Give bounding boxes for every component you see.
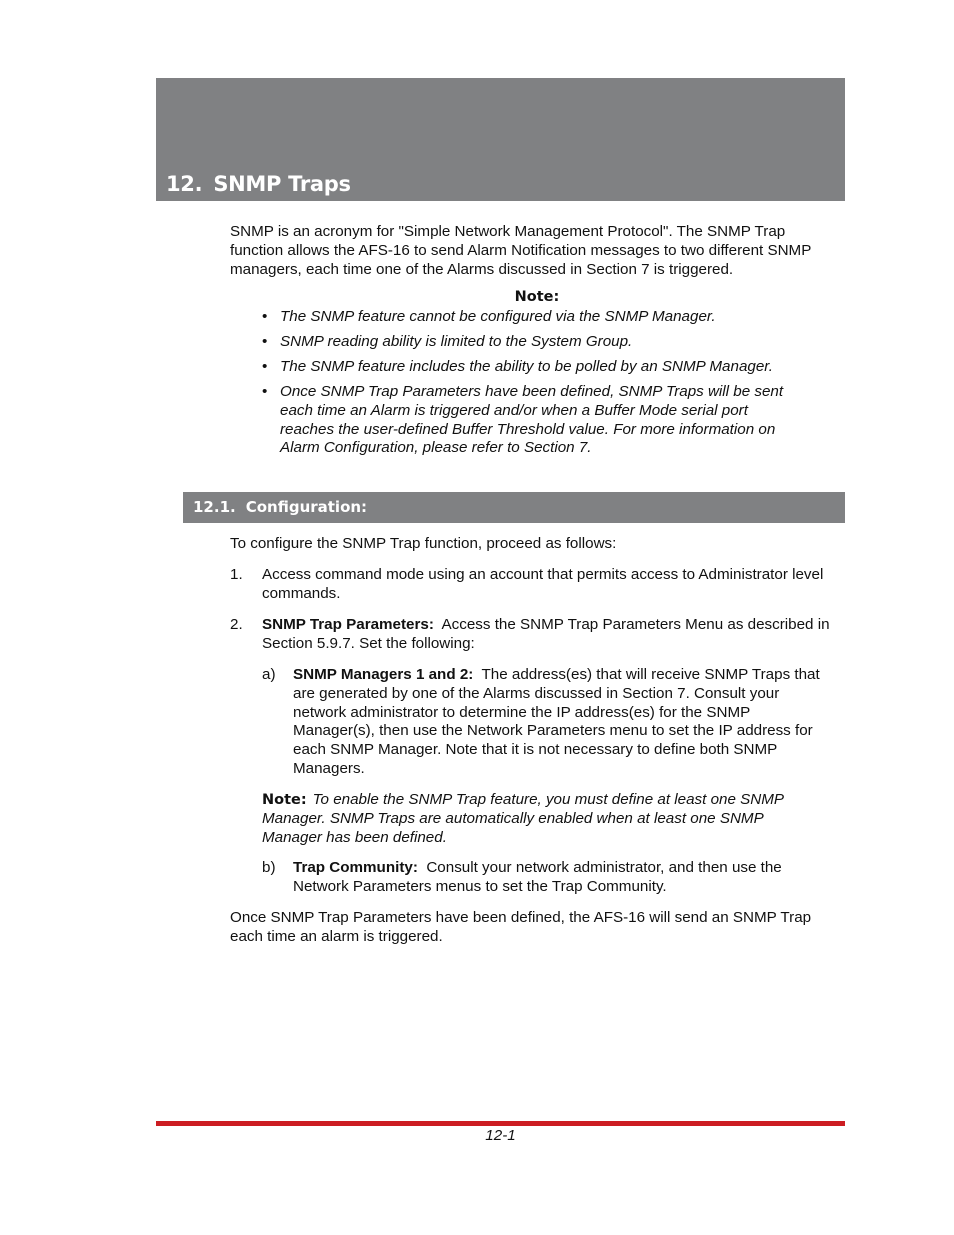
chapter-title-text: SNMP Traps	[213, 172, 351, 196]
step-content	[262, 566, 845, 604]
config-intro: To configure the SNMP Trap function, proceed as follows:	[230, 535, 617, 552]
bullet-icon: •	[262, 308, 268, 325]
footer-rule	[156, 1121, 845, 1126]
chapter-number: 12.	[166, 172, 203, 196]
substep-a	[262, 666, 822, 779]
substep-bold-label: SNMP Managers 1 and 2:	[293, 666, 474, 683]
inline-note	[262, 791, 807, 847]
step-text: Access the SNMP Trap Parameters Menu as described in Section 5.9.7. Set the following:	[262, 616, 830, 652]
note-item-text: SNMP reading ability is limited to the System Group.	[280, 332, 633, 350]
note-item-text: Once SNMP Trap Parameters have been defined, SNMP Traps will be sent each time an Alarm is triggered and/or when a Buffer Mode serial port reaches the user-defined Buffer Threshold value. For more information on Alarm Configuration, please refer to Section 7.	[280, 382, 784, 457]
step-text: Access command mode using an account that permits access to Administrator level commands.	[262, 566, 824, 602]
substep-text: Consult your network administrator, and then use the Network Parameters menus to set the Trap Community.	[293, 859, 782, 895]
note-item	[262, 383, 802, 458]
step-marker: 1.	[230, 566, 243, 583]
substep-bold-label: Trap Community:	[293, 859, 418, 876]
substep-marker: b)	[262, 859, 276, 876]
step-2	[230, 616, 845, 654]
substep-marker: a)	[262, 666, 276, 683]
substep-content	[293, 666, 822, 779]
substep-b	[262, 859, 822, 897]
note-item	[262, 308, 802, 327]
step-content	[262, 616, 845, 654]
bullet-icon: •	[262, 382, 268, 400]
note-heading: Note:	[514, 289, 560, 305]
chapter-banner	[156, 78, 845, 201]
step-marker: 2.	[230, 616, 243, 633]
substep-content	[293, 859, 822, 897]
note-item-text: The SNMP feature cannot be configured via the SNMP Manager.	[280, 308, 716, 325]
substep-text: The address(es) that will receive SNMP Traps that are generated by one of the Alarms discussed in Section 7. Consult your network administrator to determine the IP address(es) for the SNMP Manager(s), then use the Network Parameters menu to set the IP address for each SNMP Manager. Note that it is not necessary to define both SNMP Managers.	[293, 666, 820, 777]
section-number: 12.1.	[193, 498, 236, 516]
page-number: 12-1	[485, 1127, 516, 1144]
intro-paragraph: SNMP is an acronym for "Simple Network Management Protocol". The SNMP Trap function allows the AFS-16 to send Alarm Notification messages to two different SNMP managers, each time one of the Alarms discussed in Section 7 is triggered.	[230, 223, 812, 278]
inline-note-text: To enable the SNMP Trap feature, you must define at least one SNMP Manager. SNMP Traps are automatically enabled when at least one SNMP Manager has been defined.	[262, 791, 784, 846]
note-item-text: The SNMP feature includes the ability to be polled by an SNMP Manager.	[280, 357, 774, 375]
closing-paragraph: Once SNMP Trap Parameters have been defined, the AFS-16 will send an SNMP Trap each time an alarm is triggered.	[230, 909, 812, 945]
inline-note-label: Note:	[262, 792, 307, 808]
chapter-title	[166, 172, 351, 196]
note-list	[262, 308, 802, 464]
bullet-icon: •	[262, 357, 268, 375]
step-1	[230, 566, 845, 604]
note-item	[262, 358, 802, 377]
bullet-icon: •	[262, 332, 268, 350]
section-bar	[183, 492, 845, 523]
step-bold-label: SNMP Trap Parameters:	[262, 616, 434, 633]
note-item	[262, 333, 802, 352]
section-title	[193, 498, 367, 516]
section-title-text: Configuration:	[245, 498, 368, 516]
